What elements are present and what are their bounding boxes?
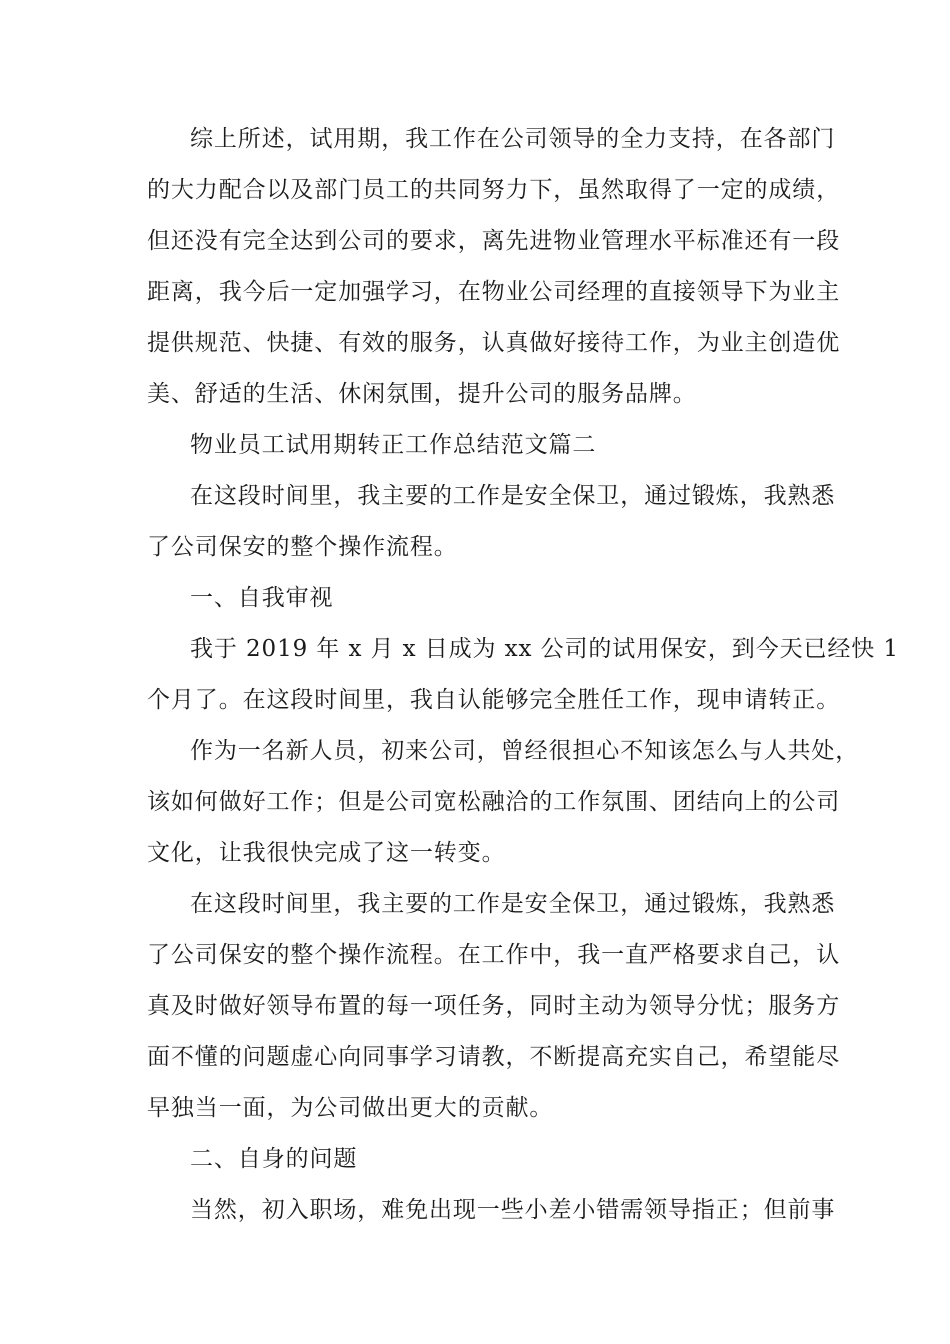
paragraph-work-line: 真及时做好领导布置的每一项任务，同时主动为领导分忧；服务方 bbox=[147, 993, 841, 1019]
article-title: 物业员工试用期转正工作总结范文篇二 bbox=[190, 432, 597, 458]
section-heading-own-problems: 二、自身的问题 bbox=[190, 1146, 358, 1172]
paragraph-new-staff-line: 该如何做好工作；但是公司宽松融洽的工作氛围、团结向上的公司 bbox=[147, 789, 841, 815]
paragraph-summary-line: 距离，我今后一定加强学习，在物业公司经理的直接领导下为业主 bbox=[147, 279, 841, 305]
paragraph-summary-line: 综上所述，试用期，我工作在公司领导的全力支持，在各部门 bbox=[190, 126, 836, 152]
paragraph-summary-line: 但还没有完全达到公司的要求，离先进物业管理水平标准还有一段 bbox=[147, 228, 841, 254]
paragraph-self-review-line: 个月了。在这段时间里，我自认能够完全胜任工作，现申请转正。 bbox=[147, 687, 841, 713]
paragraph-self-review-line: 我于 2019 年 x 月 x 日成为 xx 公司的试用保安，到今天已经快 1 bbox=[190, 636, 899, 662]
paragraph-work-line: 了公司保安的整个操作流程。在工作中，我一直严格要求自己，认 bbox=[147, 942, 841, 968]
paragraph-summary-line: 提供规范、快捷、有效的服务，认真做好接待工作，为业主创造优 bbox=[147, 330, 841, 356]
paragraph-new-staff-line: 文化，让我很快完成了这一转变。 bbox=[147, 840, 506, 866]
paragraph-intro-line: 在这段时间里，我主要的工作是安全保卫，通过锻炼，我熟悉 bbox=[190, 483, 836, 509]
paragraph-work-line: 早独当一面，为公司做出更大的贡献。 bbox=[147, 1095, 554, 1121]
paragraph-work-line: 面不懂的问题虚心向同事学习请教，不断提高充实自己，希望能尽 bbox=[147, 1044, 841, 1070]
paragraph-work-line: 在这段时间里，我主要的工作是安全保卫，通过锻炼，我熟悉 bbox=[190, 891, 836, 917]
paragraph-intro-line: 了公司保安的整个操作流程。 bbox=[147, 534, 458, 560]
paragraph-summary-line: 美、舒适的生活、休闲氛围，提升公司的服务品牌。 bbox=[147, 381, 697, 407]
paragraph-new-staff-line: 作为一名新人员，初来公司，曾经很担心不知该怎么与人共处， bbox=[190, 738, 860, 764]
paragraph-summary-line: 的大力配合以及部门员工的共同努力下，虽然取得了一定的成绩， bbox=[147, 177, 841, 203]
paragraph-problems-line: 当然，初入职场，难免出现一些小差小错需领导指正；但前事 bbox=[190, 1197, 836, 1223]
section-heading-self-review: 一、自我审视 bbox=[190, 585, 334, 611]
